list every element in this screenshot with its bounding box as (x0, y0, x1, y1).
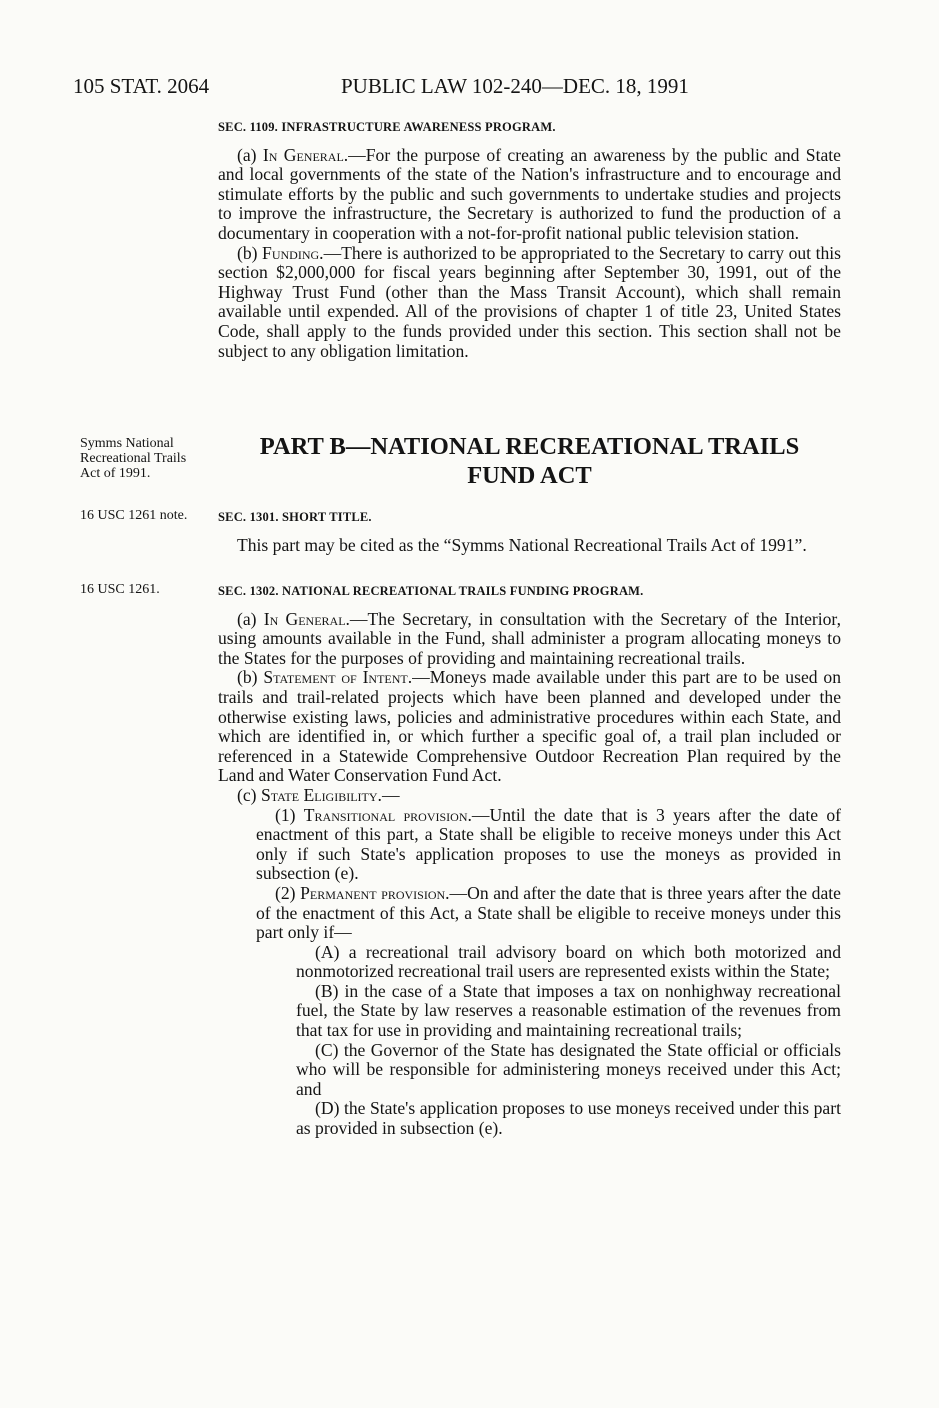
section-heading: SEC. 1302. NATIONAL RECREATIONAL TRAILS FUNDING PROGRAM. (218, 584, 644, 598)
subparagraph-a: (A) a recreational trail advisory board on which both motorized and nonmotorized recreational trail users are represented exists within the State; (296, 941, 841, 982)
subsection-c: (c) State Eligibility.— (237, 784, 400, 805)
section-1109 (218, 118, 841, 361)
paragraph-2: (2) Permanent provision.—On and after the date that is three years after the date of the enactment of this Act, a State shall be eligible to receive moneys under this part only if— (256, 882, 841, 943)
section-1301 (218, 508, 841, 555)
subsection-a: (a) In General.—For the purpose of creating an awareness by the public and State and local governments of the state of the Nation's infrastructure and to encourage and stimulate efforts by the public and such governments to undertake studies and projects to improve the infrastructure, the Secretary is authorized to fund the production of a documentary in cooperation with a not-for-profit national public television station. (218, 144, 841, 243)
page-header (73, 74, 853, 106)
paragraph-1: (1) Transitional provision.—Until the date that is 3 years after the date of enactment of this part, a State shall be eligible to receive moneys under this Act only if such State's application proposes to use the moneys as provided in subsection (e). (256, 804, 841, 884)
subparagraph-c: (C) the Governor of the State has designated the State official or officials who will be responsible for administering moneys received under this Act; and (296, 1039, 841, 1099)
section-heading: SEC. 1301. SHORT TITLE. (218, 510, 372, 524)
section-1302 (218, 582, 841, 1139)
section-heading: SEC. 1109. INFRASTRUCTURE AWARENESS PROGRAM. (218, 120, 556, 134)
public-law-title: PUBLIC LAW 102-240—DEC. 18, 1991 (341, 74, 689, 98)
subsection-b: (b) Statement of Intent.—Moneys made available under this part are to be used on trails and trail-related projects which have been planned and developed under the otherwise existing laws, policies and administrative procedures within each State, and which are identified in, or which further a specific goal of, a trail plan included or referenced in a Statewide Comprehensive Outdoor Recreation Plan required by the Land and Water Conservation Fund Act. (218, 667, 841, 786)
short-title-text: This part may be cited as the “Symms National Recreational Trails Act of 1991”. (237, 534, 807, 555)
part-title: PART B—NATIONAL RECREATIONAL TRAILS FUND ACT (259, 433, 800, 489)
margin-note-usc: 16 USC 1261. (80, 582, 160, 597)
statute-citation: 105 STAT. 2064 (73, 74, 210, 98)
margin-note-usc-note: 16 USC 1261 note. (80, 508, 188, 523)
subparagraph-d: (D) the State's application proposes to use moneys received under this part as provided in subsection (e). (296, 1098, 841, 1139)
subsection-b: (b) Funding.—There is authorized to be appropriated to the Secretary to carry out this section $2,000,000 for fiscal years beginning after September 30, 1991, out of the Highway Trust Fund (other than the Mass Transit Account), which shall remain available until expended. All of the provisions of chapter 1 of title 23, United States Code, shall apply to the funds provided under this section. This section shall not be subject to any obligation limitation. (218, 242, 841, 361)
subparagraph-b: (B) in the case of a State that imposes a tax on nonhighway recreational fuel, the State by law reserves a reasonable estimation of the revenues from that tax for use in providing and maintaining recreational trails; (296, 980, 841, 1041)
subsection-a: (a) In General.—The Secretary, in consultation with the Secretary of the Interior, using amounts available in the Fund, shall administer a program allocating moneys to the States for the purposes of providing and maintaining recreational trails. (218, 608, 841, 668)
margin-note-symms: Symms National Recreational Trails Act of 1991. (80, 436, 187, 481)
